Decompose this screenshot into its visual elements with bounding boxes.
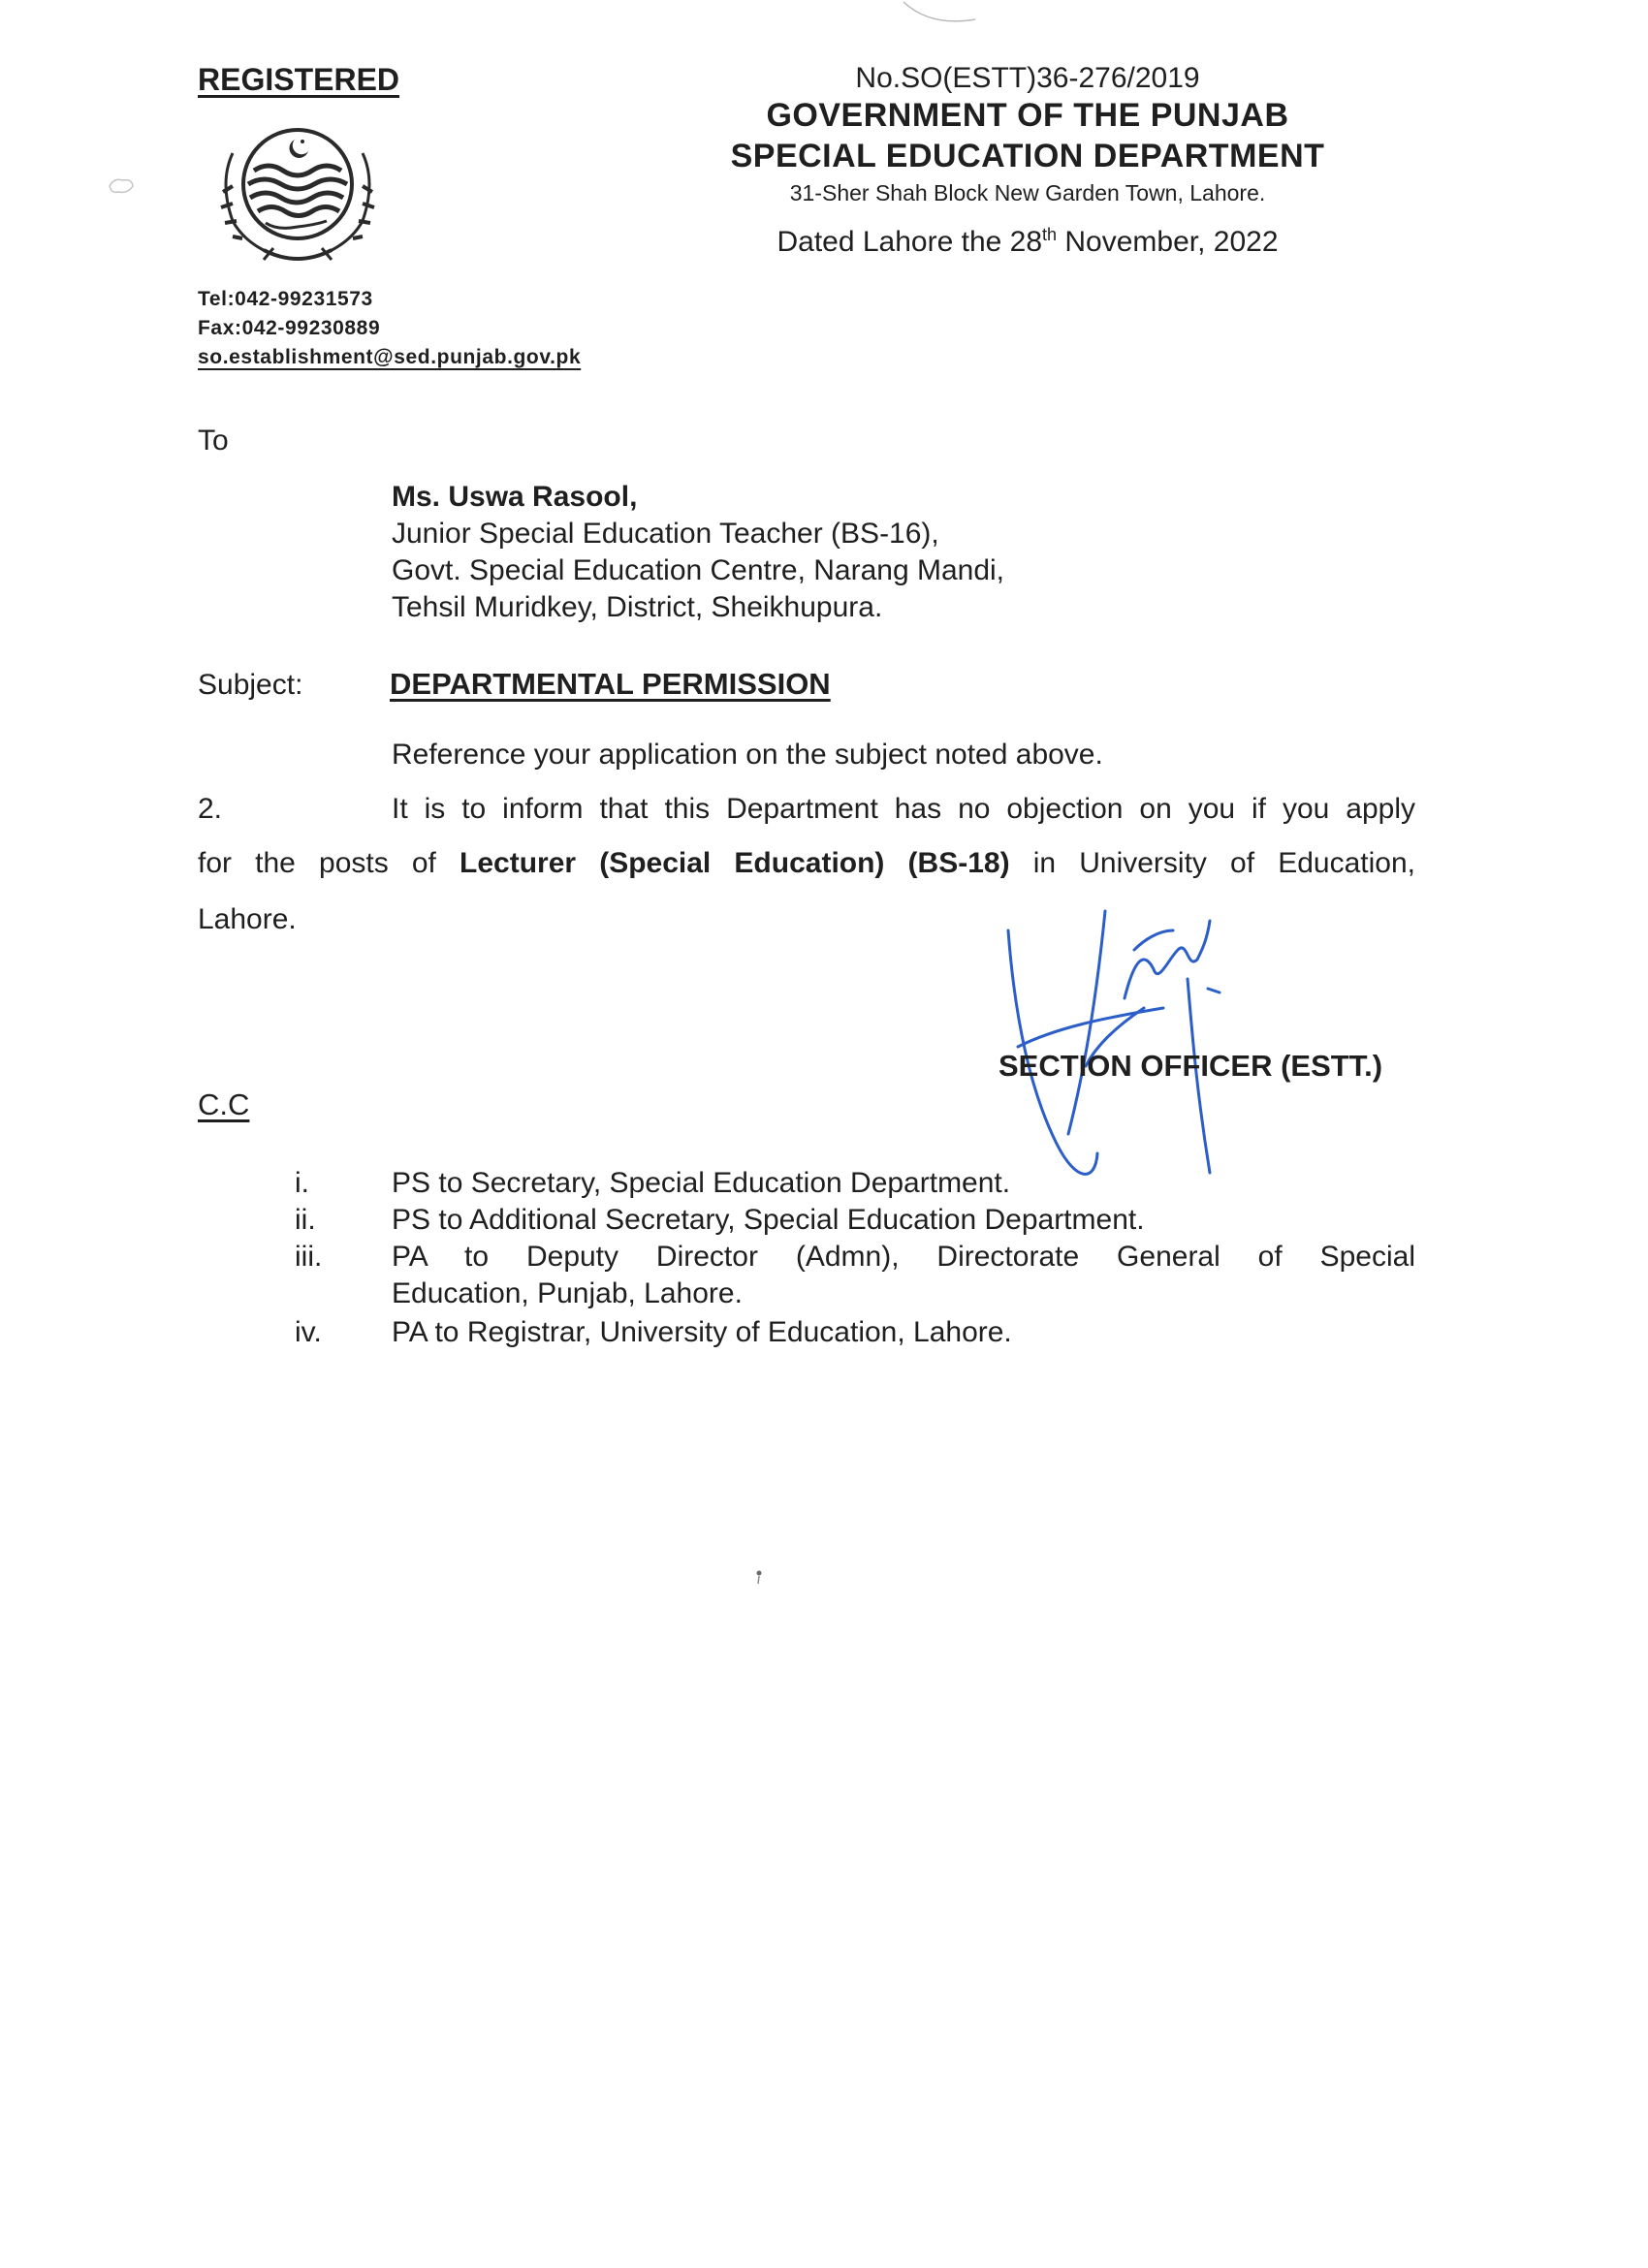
recipient-name: Ms. Uswa Rasool, [392, 481, 638, 513]
cc-item-text: PA to Deputy Director (Admn), Directorate General of Special [392, 1241, 1415, 1273]
government-title: GOVERNMENT OF THE PUNJAB [766, 97, 1289, 134]
cc-item-number: iv. [295, 1316, 322, 1348]
cc-item-number: ii. [295, 1204, 316, 1236]
paragraph-2-line: for the posts of Lecturer (Special Education) (BS-18) in University of Education, [198, 847, 1415, 879]
cc-item-number: iii. [295, 1241, 323, 1273]
cc-item-text: PS to Additional Secretary, Special Education Department. [392, 1204, 1145, 1236]
recipient-line: Govt. Special Education Centre, Narang Mandi, [392, 554, 1005, 586]
recipient-line: Tehsil Muridkey, District, Sheikhupura. [392, 591, 883, 623]
fax: Fax:042-99230889 [198, 317, 381, 339]
recipient-address [392, 479, 1004, 626]
paragraph-2-line: Lahore. [198, 903, 297, 935]
scan-speck [755, 1570, 763, 1586]
email-link[interactable]: so.establishment@sed.punjab.gov.pk [198, 346, 582, 368]
signatory-title: SECTION OFFICER (ESTT.) [998, 1049, 1383, 1083]
department-title: SPECIAL EDUCATION DEPARTMENT [730, 138, 1325, 174]
subject-label: Subject: [198, 669, 303, 701]
registered-label: REGISTERED [198, 62, 400, 97]
handwritten-signature [989, 892, 1251, 1202]
cc-item-text: Education, Punjab, Lahore. [392, 1277, 743, 1309]
date-line: Dated Lahore the 28th November, 2022 [776, 225, 1279, 258]
paragraph-2-line: It is to inform that this Department has no objection on you if you apply [392, 793, 1415, 825]
contact-details [198, 285, 581, 372]
reference-number: No.SO(ESTT)36-276/2019 [855, 62, 1200, 94]
cc-label: C.C [198, 1087, 250, 1121]
telephone: Tel:042-99231573 [198, 288, 373, 310]
subject-text: DEPARTMENTAL PERMISSION [390, 667, 831, 701]
recipient-line: Junior Special Education Teacher (BS-16), [392, 518, 939, 550]
cc-item-text: PA to Registrar, University of Education, Lahore. [392, 1316, 1012, 1348]
scan-speck [107, 174, 136, 198]
scan-mark [902, 0, 979, 29]
cc-item-number: i. [295, 1167, 309, 1199]
paragraph-2-number: 2. [198, 793, 223, 825]
post-title: Lecturer (Special Education) (BS-18) [460, 847, 1010, 879]
paragraph-1: Reference your application on the subject noted above. [392, 739, 1103, 771]
punjab-emblem-logo [206, 114, 390, 269]
office-address: 31-Sher Shah Block New Garden Town, Lahore. [789, 180, 1266, 205]
cc-item-text: PS to Secretary, Special Education Department. [392, 1167, 1011, 1199]
to-label: To [198, 425, 229, 457]
